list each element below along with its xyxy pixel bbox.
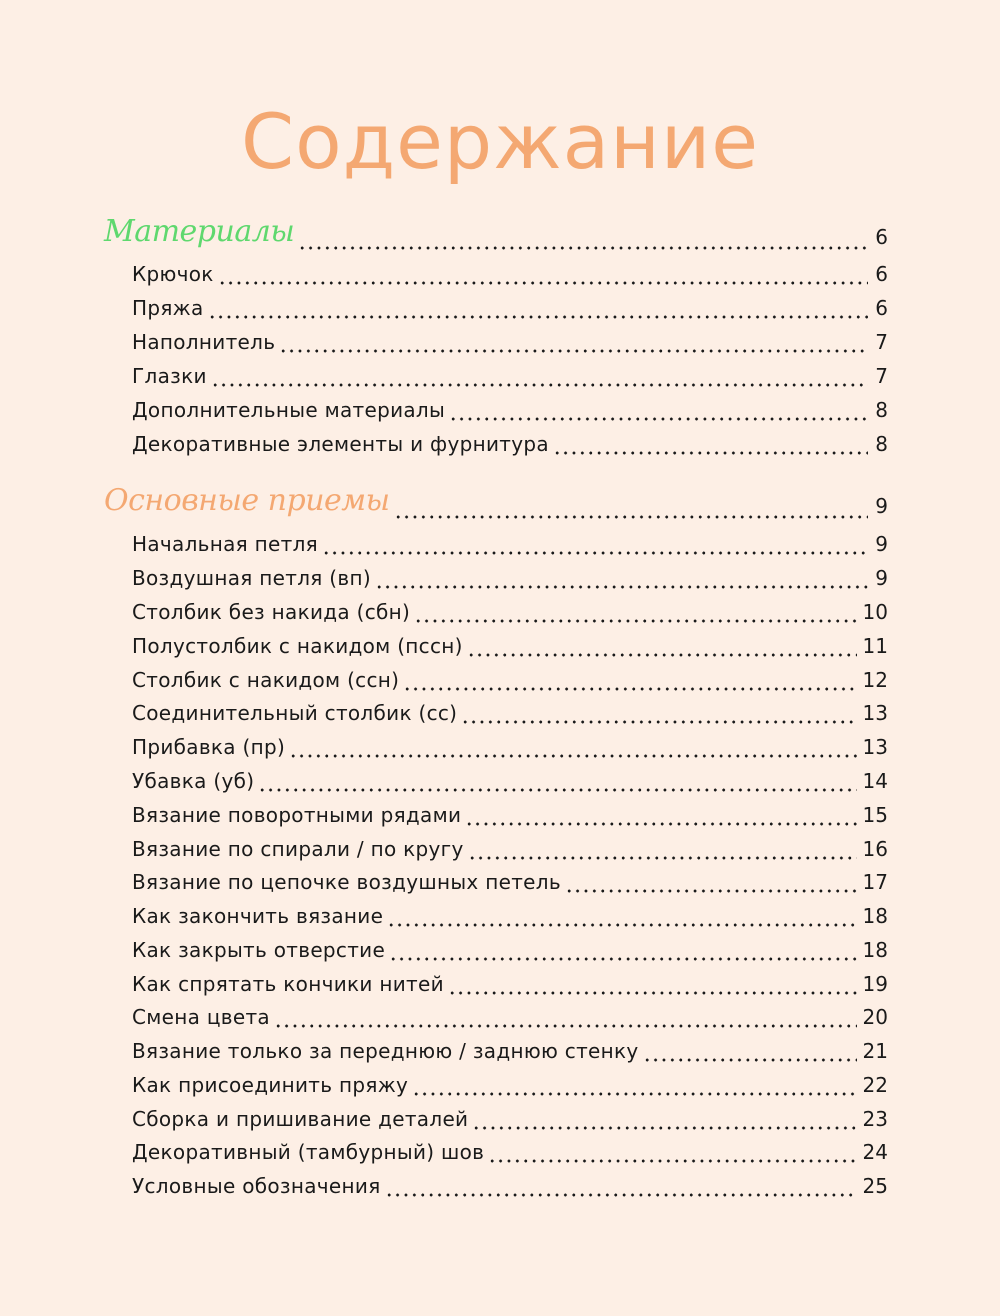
toc-entry-label: Как присоединить пряжу xyxy=(132,1073,409,1097)
toc-entry-label: Столбик с накидом (ссн) xyxy=(132,668,400,692)
toc-entry[interactable] xyxy=(132,931,888,963)
dot-leader xyxy=(387,903,856,929)
toc-entry[interactable] xyxy=(132,1066,888,1098)
page-number: 6 xyxy=(875,225,888,249)
toc-entry-label: Крючок xyxy=(132,262,214,286)
page-number: 13 xyxy=(862,735,888,759)
toc-entry-label: Как закрыть отверстие xyxy=(132,938,386,962)
toc-entry-label: Столбик без накида (сбн) xyxy=(132,600,411,624)
toc-entry[interactable] xyxy=(132,289,888,321)
dot-leader xyxy=(565,869,857,895)
toc-entry-label: Вязание по спирали / по кругу xyxy=(132,837,464,861)
toc-entry[interactable] xyxy=(132,593,888,625)
page-number: 8 xyxy=(875,432,888,456)
toc-section-materials[interactable] xyxy=(104,208,888,252)
toc-entry-label: Воздушная петля (вп) xyxy=(132,566,371,590)
dot-leader xyxy=(375,565,868,591)
page-number: 7 xyxy=(875,364,888,388)
page-number: 12 xyxy=(862,668,888,692)
page-number: 16 xyxy=(862,837,888,861)
page-number: 20 xyxy=(862,1005,888,1029)
dot-leader xyxy=(467,633,857,659)
toc-entry[interactable] xyxy=(132,965,888,997)
toc-entry-label: Вязание по цепочке воздушных петель xyxy=(132,870,561,894)
toc-entry[interactable] xyxy=(132,863,888,895)
dot-leader xyxy=(468,836,857,862)
toc-entry[interactable] xyxy=(132,998,888,1030)
page-number: 22 xyxy=(862,1073,888,1097)
dot-leader xyxy=(412,1072,856,1098)
toc-entry[interactable] xyxy=(132,425,888,457)
toc-entry-label: Наполнитель xyxy=(132,330,276,354)
toc-section-basics[interactable] xyxy=(104,477,888,521)
toc-entry-label: Как спрятать кончики нитей xyxy=(132,972,444,996)
page-number: 21 xyxy=(862,1039,888,1063)
toc-entry-label: Полустолбик с накидом (пссн) xyxy=(132,634,463,658)
toc-entry-label: Как закончить вязание xyxy=(132,904,384,928)
dot-leader xyxy=(449,397,868,423)
toc-entry[interactable] xyxy=(132,1133,888,1165)
page-number: 8 xyxy=(875,398,888,422)
page-number: 6 xyxy=(875,296,888,320)
toc-entry[interactable] xyxy=(132,762,888,794)
toc-entry-label: Убавка (уб) xyxy=(132,769,255,793)
toc-entry[interactable] xyxy=(132,694,888,726)
dot-leader xyxy=(208,295,868,321)
toc-entry[interactable] xyxy=(132,627,888,659)
section-heading-basics: Основные приемы xyxy=(104,483,390,518)
page-number: 24 xyxy=(862,1140,888,1164)
toc-entry[interactable] xyxy=(132,525,888,557)
dot-leader xyxy=(488,1139,856,1165)
toc-entry[interactable] xyxy=(132,728,888,760)
page-number: 9 xyxy=(875,532,888,556)
dot-leader xyxy=(394,491,868,521)
page-number: 14 xyxy=(862,769,888,793)
toc-entry[interactable] xyxy=(132,661,888,693)
page-number: 11 xyxy=(862,634,888,658)
toc-entry[interactable] xyxy=(132,897,888,929)
dot-leader xyxy=(298,222,868,252)
dot-leader xyxy=(643,1038,857,1064)
toc-entry-label: Сборка и пришивание деталей xyxy=(132,1107,469,1131)
page-title: Содержание xyxy=(241,97,759,186)
page-number: 6 xyxy=(875,262,888,286)
dot-leader xyxy=(258,768,856,794)
dot-leader xyxy=(279,329,868,355)
page-number: 23 xyxy=(862,1107,888,1131)
dot-leader xyxy=(322,531,868,557)
dot-leader xyxy=(465,802,856,828)
page-number: 18 xyxy=(862,904,888,928)
page-number: 19 xyxy=(862,972,888,996)
page-number: 17 xyxy=(862,870,888,894)
dot-leader xyxy=(403,667,856,693)
page-number: 25 xyxy=(862,1174,888,1198)
dot-leader xyxy=(553,431,868,457)
toc-entry[interactable] xyxy=(132,1100,888,1132)
toc-entry-label: Глазки xyxy=(132,364,207,388)
toc-entry[interactable] xyxy=(132,1032,888,1064)
page-number: 7 xyxy=(875,330,888,354)
toc-entry-label: Пряжа xyxy=(132,296,204,320)
dot-leader xyxy=(414,599,856,625)
page-number: 9 xyxy=(875,494,888,518)
dot-leader xyxy=(385,1173,857,1199)
page-number: 18 xyxy=(862,938,888,962)
dot-leader xyxy=(448,971,857,997)
section-heading-materials: Материалы xyxy=(104,214,295,249)
toc-entry[interactable] xyxy=(132,357,888,389)
dot-leader xyxy=(211,363,868,389)
toc-entry-label: Дополнительные материалы xyxy=(132,398,446,422)
toc-entry-label: Декоративные элементы и фурнитура xyxy=(132,432,549,456)
page-number: 10 xyxy=(862,600,888,624)
dot-leader xyxy=(389,937,856,963)
dot-leader xyxy=(461,700,856,726)
dot-leader xyxy=(472,1106,856,1132)
toc-entry[interactable] xyxy=(132,559,888,591)
toc-entry[interactable] xyxy=(132,1167,888,1199)
toc-entry[interactable] xyxy=(132,830,888,862)
toc-entry[interactable] xyxy=(132,323,888,355)
page-number: 9 xyxy=(875,566,888,590)
toc-entry-label: Вязание поворотными рядами xyxy=(132,803,462,827)
toc-entry-label: Начальная петля xyxy=(132,532,319,556)
toc-entry-label: Вязание только за переднюю / заднюю стенку xyxy=(132,1039,639,1063)
toc-entry-label: Соединительный столбик (сс) xyxy=(132,701,458,725)
page-number: 13 xyxy=(862,701,888,725)
toc-entry-label: Условные обозначения xyxy=(132,1174,381,1198)
page-number: 15 xyxy=(862,803,888,827)
toc-entry[interactable] xyxy=(132,255,888,287)
toc-entry-label: Прибавка (пр) xyxy=(132,735,286,759)
toc-entry[interactable] xyxy=(132,796,888,828)
toc-entry-label: Смена цвета xyxy=(132,1005,270,1029)
dot-leader xyxy=(218,261,868,287)
dot-leader xyxy=(289,734,856,760)
toc-entry[interactable] xyxy=(132,391,888,423)
dot-leader xyxy=(274,1004,857,1030)
toc-entry-label: Декоративный (тамбурный) шов xyxy=(132,1140,485,1164)
